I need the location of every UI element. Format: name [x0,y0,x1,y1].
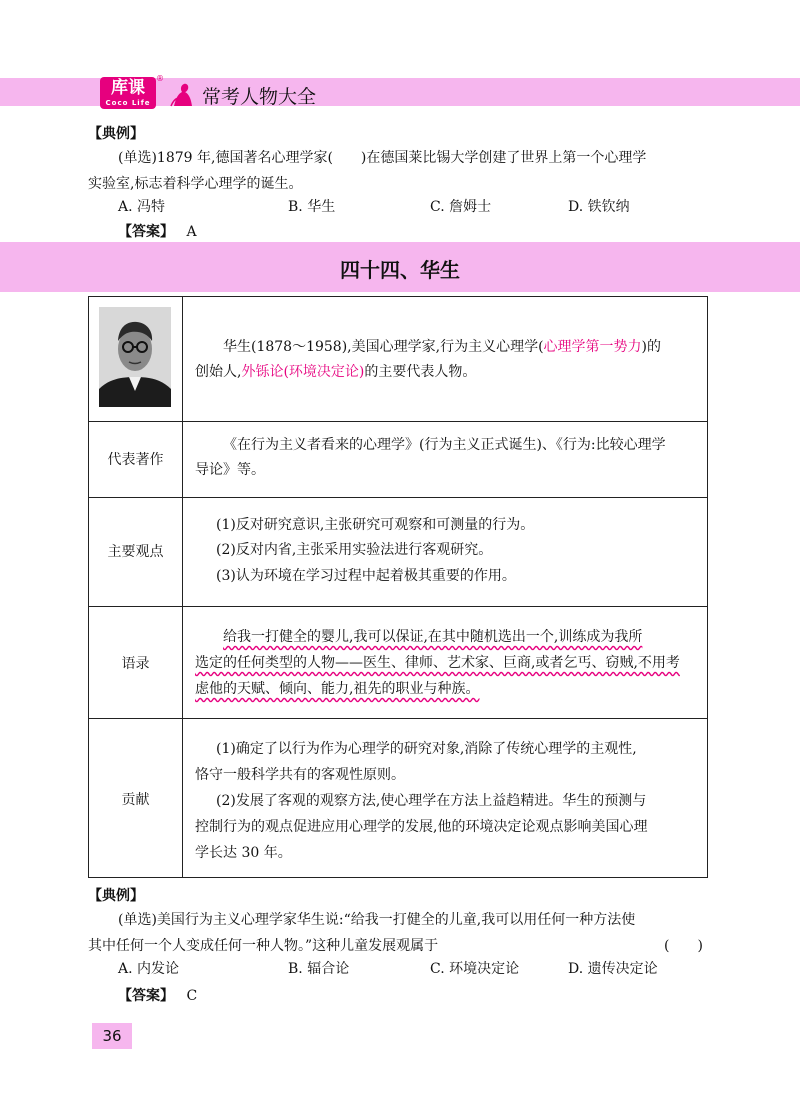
question-text: 实验室,标志着科学心理学的诞生。 [88,176,303,192]
intro-segment: )的 [641,339,662,355]
intro-segment: 的主要代表人物。 [364,364,477,380]
option-d: D. 铁钦纳 [568,199,630,215]
option-d: D. 遗传决定论 [568,961,658,977]
quote-line: 选定的任何类型的人物——医生、律师、艺术家、巨商,或者乞丐、窃贼,不用考 [195,655,680,671]
logo-text: 库课 [111,78,145,98]
answer-label: 【答案】 [118,224,174,240]
view-item: (2)反对内省,主张采用实验法进行客观研究。 [216,542,493,558]
contribution-text: (2)发展了客观的观察方法,使心理学在方法上益趋精进。华生的预测与 [216,793,647,809]
question-text: (单选)1879 年,德国著名心理学家( )在德国莱比锡大学创建了世界上第一个心理学 [118,150,647,166]
example-label: 【典例】 [88,888,144,904]
registered-mark: ® [156,74,164,83]
question-segment: 其中任何一个人变成任何一种人物。”这种儿童发展观属于 [88,938,439,954]
label-views: 主要观点 [107,544,164,560]
profile-table [88,296,708,878]
option-a: A. 内发论 [118,961,180,977]
row-divider [89,497,707,498]
portrait-photo [99,307,171,407]
view-item: (1)反对研究意识,主张研究可观察和可测量的行为。 [216,517,535,533]
answer-line [118,220,742,244]
intro-segment: 创始人, [195,364,242,380]
label-works: 代表著作 [107,452,164,468]
header-title: 常考人物大全 [202,86,317,108]
column-divider [182,297,183,877]
brand-logo [100,77,156,109]
option-a: A. 冯特 [118,199,166,215]
option-row [118,958,718,982]
highlight-text: 外铄论(环境决定论) [241,364,365,380]
row-divider [89,718,707,719]
quote-line: 虑他的天赋、倾向、能力,祖先的职业与种族。 [195,681,480,697]
option-b: B. 华生 [288,199,336,215]
section-title: 四十四、华生 [340,258,460,282]
highlight-text: 心理学第一势力 [543,339,642,355]
contribution-text: 恪守一般科学共有的客观性原则。 [195,767,405,783]
quote-text [195,651,699,676]
page-number: 36 [92,1023,132,1049]
answer-label: 【答案】 [118,988,174,1004]
view-item: (3)认为环境在学习过程中起着极其重要的作用。 [216,568,516,584]
option-row [118,196,718,220]
intro-segment: 华生(1878～1958),美国心理学家,行为主义心理学( [223,339,544,355]
label-quote: 语录 [121,656,150,672]
answer-line [118,984,742,1008]
option-b: B. 辐合论 [288,961,350,977]
answer-value: A [186,224,197,240]
answer-value: C [186,988,198,1004]
quote-text [195,625,699,650]
figure-icon [168,80,196,108]
works-text: 导论》等。 [195,462,265,478]
option-c: C. 詹姆士 [430,199,492,215]
option-c: C. 环境决定论 [430,961,520,977]
contribution-text: (1)确定了以行为作为心理学的研究对象,消除了传统心理学的主观性, [216,741,637,757]
label-contribution: 贡献 [121,792,150,808]
contribution-text: 学长达 30 年。 [195,845,292,861]
works-text: 《在行为主义者看来的心理学》(行为主义正式诞生)、《行为:比较心理学 [223,437,666,453]
row-divider [89,421,707,422]
question-text: (单选)美国行为主义心理学家华生说:“给我一打健全的儿童,我可以用任何一种方法使 [118,912,636,928]
example-label: 【典例】 [88,126,144,142]
quote-line: 给我一打健全的婴儿,我可以保证,在其中随机选出一个,训练成为我所 [223,629,643,645]
quote-text [195,677,699,702]
intro-text [195,360,699,385]
question-text [88,934,712,958]
logo-subtext: Coco Life [105,99,151,107]
answer-blank: ( ) [664,938,703,954]
contribution-text: 控制行为的观点促进应用心理学的发展,他的环境决定论观点影响美国心理 [195,819,648,835]
intro-text [195,335,699,360]
row-divider [89,606,707,607]
